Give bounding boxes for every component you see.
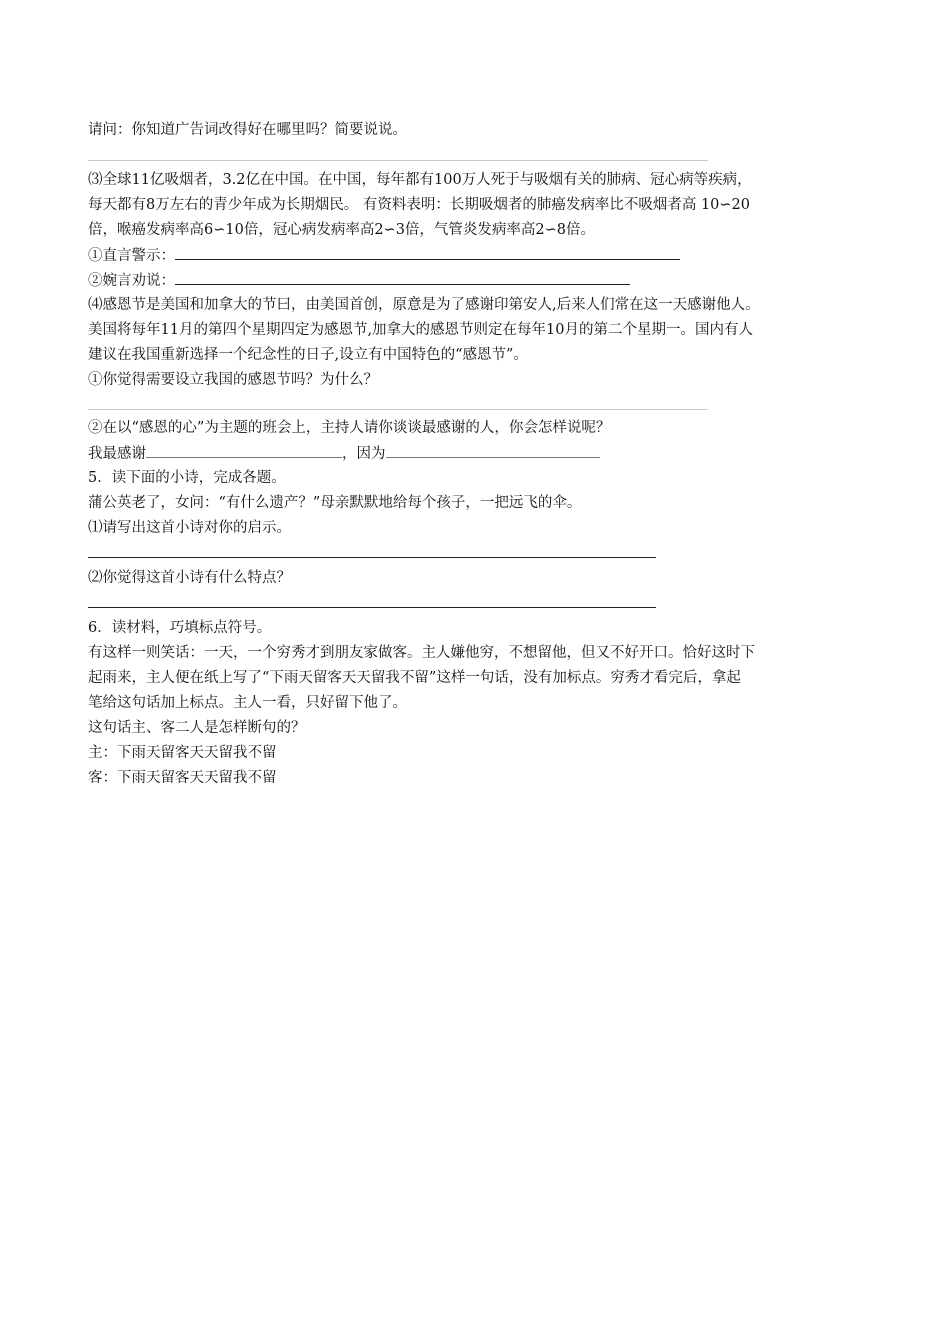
q3-sub2-answer-blank[interactable] [175, 270, 630, 285]
q6-text-line-3: 笔给这句话加上标点。主人一看，只好留下他了。 [88, 695, 407, 711]
q3-text-line-1: ⑶全球11亿吸烟者，3.2亿在中国。在中国，每年都有100万人死于与吸烟有关的肺病、冠心病等疾病， [88, 172, 752, 188]
q3-text-line-3: 倍，喉癌发病率高6∽10倍，冠心病发病率高2∽3倍，气管炎发病率高2∽8倍。 [88, 222, 596, 238]
q3-sub1-answer-blank[interactable] [175, 245, 680, 260]
q4-thank-person-blank[interactable] [146, 443, 342, 458]
q6-question: 这句话主、客二人是怎样断句的？ [88, 720, 306, 736]
q6-text-line-2: 起雨来，主人便在纸上写了“下雨天留客天天留我不留”这样一句话，没有加标点。穷秀才看完后，拿起 [88, 670, 741, 686]
ad-answer-line[interactable] [88, 160, 708, 161]
q5-sub2-question: ⑵你觉得这首小诗有什么特点？ [88, 570, 291, 586]
q4-text-line-2: 美国将每年11月的第四个星期四定为感恩节,加拿大的感恩节则定在每年10月的第二个星期一。国内有人 [88, 322, 754, 338]
q3-sub1-row [88, 245, 680, 266]
ad-question-prompt: 请问：你知道广告词改得好在哪里吗？简要说说。 [88, 122, 407, 138]
q5-sub1-answer-line[interactable] [88, 557, 656, 558]
q5-heading: 5．读下面的小诗，完成各题。 [88, 470, 286, 486]
q6-heading: 6．读材料，巧填标点符号。 [88, 620, 272, 636]
q3-sub2-label: ②婉言劝说： [88, 273, 175, 289]
q4-sub1-question: ①你觉得需要设立我国的感恩节吗？为什么？ [88, 372, 378, 388]
q5-sub2-answer-line[interactable] [88, 607, 656, 608]
q4-sub1-answer-line[interactable] [88, 409, 708, 410]
q3-text-line-2: 每天都有8万左右的青少年成为长期烟民。 有资料表明：长期吸烟者的肺癌发病率比不吸烟者高 10∽20 [88, 197, 750, 213]
q4-text-line-3: 建议在我国重新选择一个纪念性的日子,设立有中国特色的“感恩节”。 [88, 347, 528, 363]
q5-sub1-question: ⑴请写出这首小诗对你的启示。 [88, 520, 291, 536]
q4-thank-reason-blank[interactable] [386, 443, 600, 458]
q6-guest-sentence[interactable]: 客：下雨天留客天天留我不留 [88, 770, 277, 786]
q6-text-line-1: 有这样一则笑话：一天，一个穷秀才到朋友家做客。主人嫌他穷，不想留他，但又不好开口。恰好这时下 [88, 645, 755, 661]
q5-poem: 蒲公英老了，女问：“有什么遗产？”母亲默默地给每个孩子，一把远飞的伞。 [88, 495, 582, 511]
q4-thank-prefix: 我最感谢 [88, 446, 146, 462]
q6-host-sentence[interactable]: 主：下雨天留客天天留我不留 [88, 745, 277, 761]
q4-sub2-question: ②在以“感恩的心”为主题的班会上，主持人请你谈谈最感谢的人，你会怎样说呢？ [88, 420, 611, 436]
q4-thanks-row [88, 443, 600, 464]
q3-sub2-row [88, 270, 630, 291]
q4-text-line-1: ⑷感恩节是美国和加拿大的节曰，由美国首创，原意是为了感谢印第安人,后来人们常在这一天感谢他人。 [88, 297, 760, 313]
q3-sub1-label: ①直言警示： [88, 248, 175, 264]
q4-thank-middle: ，因为 [342, 446, 386, 462]
